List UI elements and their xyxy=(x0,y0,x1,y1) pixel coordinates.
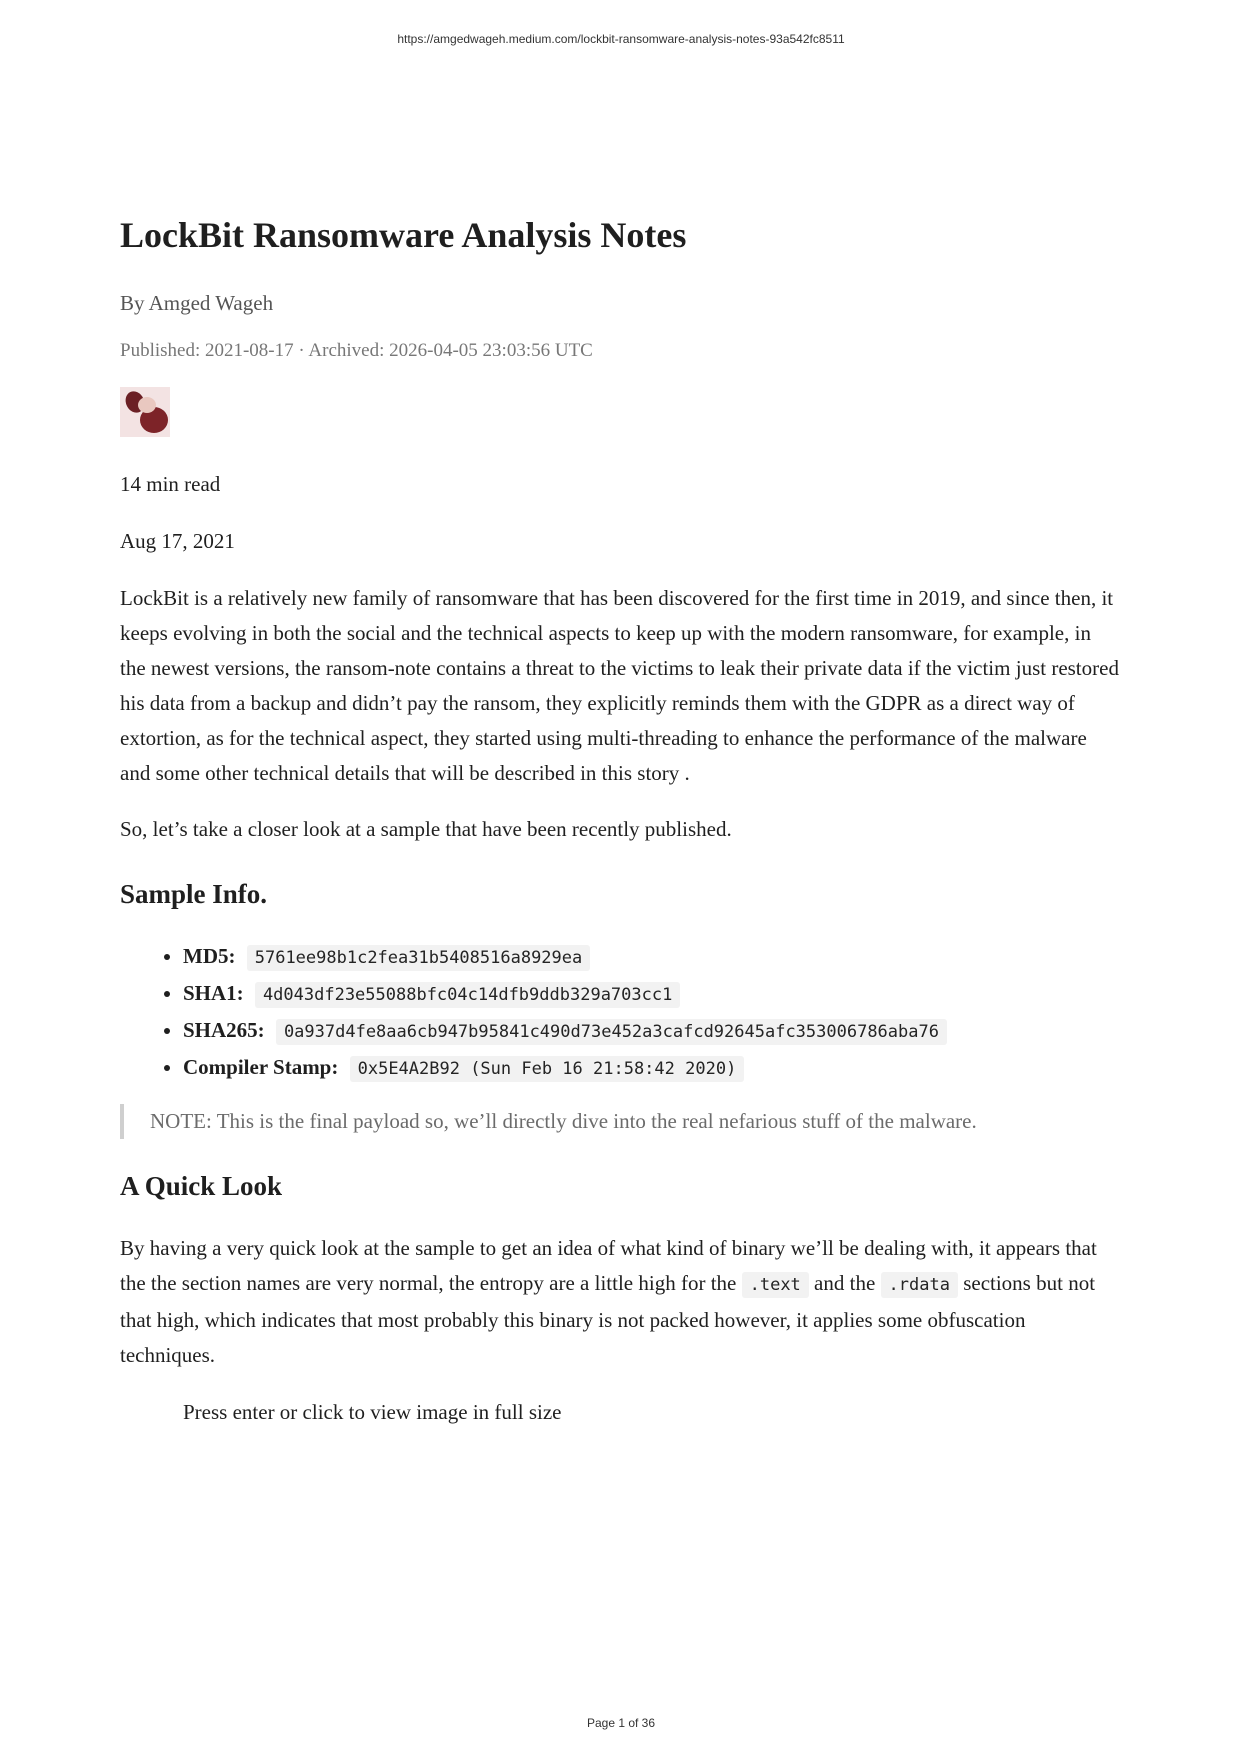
list-item xyxy=(183,939,1120,976)
sample-info-heading: Sample Info. xyxy=(120,879,268,909)
quick-look-heading: A Quick Look xyxy=(120,1171,283,1201)
quick-look-paragraph xyxy=(120,1231,1120,1373)
note-blockquote: NOTE: This is the final payload so, we’ll directly dive into the real nefarious stuff of the malware. xyxy=(120,1104,1120,1139)
rdata-section-code: .rdata xyxy=(881,1272,958,1298)
list-item xyxy=(183,1050,1120,1087)
sha1-label: SHA1: xyxy=(183,981,244,1005)
article xyxy=(120,210,1120,1430)
read-time: 14 min read xyxy=(120,472,221,496)
list-item xyxy=(183,1013,1120,1050)
image-caption[interactable]: Press enter or click to view image in full size xyxy=(183,1400,562,1424)
text-section-code: .text xyxy=(742,1272,809,1298)
article-title: LockBit Ransomware Analysis Notes xyxy=(120,215,687,255)
md5-value: 5761ee98b1c2fea31b5408516a8929ea xyxy=(247,945,591,971)
compiler-stamp-label: Compiler Stamp: xyxy=(183,1055,339,1079)
byline: By Amged Wageh xyxy=(120,291,274,315)
sample-info-list xyxy=(120,939,1120,1087)
list-item xyxy=(183,976,1120,1013)
publish-meta: Published: 2021-08-17 · Archived: 2026-04-05 23:03:56 UTC xyxy=(120,340,593,361)
sha265-value: 0a937d4fe8aa6cb947b95841c490d73e452a3cafcd92645afc353006786aba76 xyxy=(276,1019,947,1045)
quick-look-text-1: By having a very quick look at the sample to get an idea of what kind of binary we’ll be dealing with, it appears that the the section names are very normal, the entropy are a little high for the xyxy=(120,1236,1097,1295)
page-url: https://amgedwageh.medium.com/lockbit-ransomware-analysis-notes-93a542fc8511 xyxy=(397,32,845,46)
closer-look-paragraph: So, let’s take a closer look at a sample that have been recently published. xyxy=(120,817,732,841)
page-number: Page 1 of 36 xyxy=(586,1716,656,1730)
compiler-stamp-value: 0x5E4A2B92 (Sun Feb 16 21:58:42 2020) xyxy=(350,1056,745,1082)
quick-look-text-2: and the xyxy=(808,1271,881,1295)
sha265-label: SHA265: xyxy=(183,1018,265,1042)
quick-look-text-3: sections but not that high, which indicates that most probably this binary is not packed however, it applies some obfuscation techniques. xyxy=(120,1271,1096,1367)
intro-paragraph: LockBit is a relatively new family of ransomware that has been discovered for the first time in 2019, and since then, it keeps evolving in both the social and the technical aspects to keep up with the modern ransomware, for example, in the newest versions, the ransom-note contains a threat to the victims to leak their private data if the victim just restored his data from a backup and didn’t pay the ransom, they explicitly reminds them with the GDPR as a direct way of extortion, as for the technical aspect, they started using multi-threading to enhance the performance of the malware and some other technical details that will be described in this story . xyxy=(120,586,1119,785)
md5-label: MD5: xyxy=(183,944,236,968)
sha1-value: 4d043df23e55088bfc04c14dfb9ddb329a703cc1 xyxy=(255,982,680,1008)
publish-date: Aug 17, 2021 xyxy=(120,529,235,553)
author-avatar[interactable] xyxy=(120,387,170,437)
